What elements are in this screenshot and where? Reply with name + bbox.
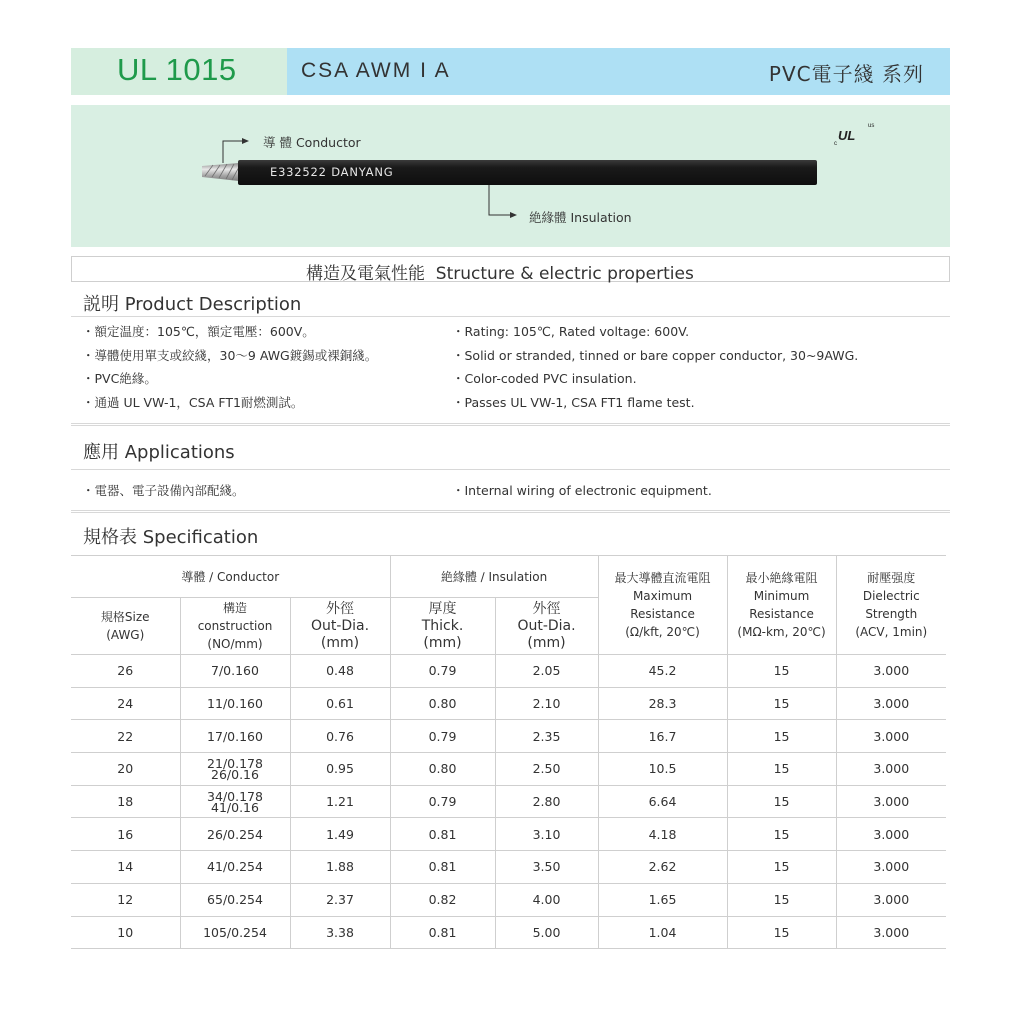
list-item: ・Rating: 105℃, Rated voltage: 600V. (452, 324, 690, 339)
insulation-od-header: 外徑 Out-Dia. (mm) (495, 598, 598, 655)
model-panel (71, 48, 287, 95)
list-item: ・Color-coded PVC insulation. (452, 371, 637, 386)
insulation-callout-line (489, 185, 511, 215)
insulation-od-cell: 5.00 (495, 916, 598, 949)
resistance-cell: 2.62 (598, 851, 727, 884)
insulation-od-cell: 3.10 (495, 818, 598, 851)
table-row (71, 883, 946, 916)
resistance-cell: 28.3 (598, 687, 727, 720)
svg-text:UL: UL (838, 128, 856, 143)
dielectric-cell: 3.000 (836, 785, 946, 818)
insulation-resistance-cell: 15 (727, 818, 836, 851)
size-cell: 22 (71, 720, 180, 753)
construction-header: 構造 construction (NO/mm) (180, 598, 290, 655)
table-row (71, 818, 946, 851)
table-row (71, 687, 946, 720)
thickness-cell: 0.81 (390, 916, 495, 949)
list-item: ・導體使用單支或絞綫，30～9 AWG鍍錫或裸銅綫。 (82, 347, 378, 363)
resistance-cell: 16.7 (598, 720, 727, 753)
insulation-od-cell: 2.80 (495, 785, 598, 818)
construction-cell: 105/0.254 (180, 916, 290, 949)
insulation-resistance-header: 最小絶緣電阻 Minimum Resistance (MΩ-km, 20℃) (727, 556, 836, 655)
list-item: ・通過 UL VW-1，CSA FT1耐燃測試。 (82, 394, 304, 410)
thickness-cell: 0.81 (390, 818, 495, 851)
list-item: ・Passes UL VW-1, CSA FT1 flame test. (452, 394, 695, 410)
page-header (71, 48, 950, 95)
thickness-cell: 0.79 (390, 785, 495, 818)
svg-text:us: us (868, 123, 875, 129)
specification-title: 規格表 Specification (83, 527, 259, 548)
conductor-od-cell: 0.48 (290, 655, 390, 688)
construction-cell: 34/0.178 41/0.16 (180, 785, 290, 818)
construction-cell: 41/0.254 (180, 851, 290, 884)
standard-label: CSA AWM I A (301, 59, 451, 82)
description-rule (71, 316, 950, 317)
svg-text:c: c (834, 141, 837, 147)
applications-en: ・Internal wiring of electronic equipment. (452, 483, 712, 498)
construction-cell: 11/0.160 (180, 687, 290, 720)
series-label: PVC電子綫 系列 (768, 62, 924, 86)
thickness-cell: 0.81 (390, 851, 495, 884)
dielectric-header: 耐壓强度 Dielectric Strength (ACV, 1min) (836, 556, 946, 655)
construction-cell: 7/0.160 (180, 655, 290, 688)
conductor-od-cell: 1.88 (290, 851, 390, 884)
table-row (71, 851, 946, 884)
size-cell: 16 (71, 818, 180, 851)
insulation-resistance-cell: 15 (727, 655, 836, 688)
size-cell: 14 (71, 851, 180, 884)
size-cell: 18 (71, 785, 180, 818)
resistance-cell: 1.65 (598, 883, 727, 916)
thickness-cell: 0.80 (390, 687, 495, 720)
conductor-od-cell: 3.38 (290, 916, 390, 949)
list-item: ・PVC絶緣。 (82, 371, 157, 386)
conductor-callout-line (223, 141, 243, 163)
dielectric-cell: 3.000 (836, 883, 946, 916)
resistance-cell: 10.5 (598, 753, 727, 786)
size-cell: 26 (71, 655, 180, 688)
description-title: 説明 Product Description (83, 294, 302, 315)
size-cell: 20 (71, 753, 180, 786)
size-cell: 10 (71, 916, 180, 949)
resistance-header: 最大導體直流電阻 Maximum Resistance (Ω/kft, 20℃) (598, 556, 727, 655)
resistance-cell: 45.2 (598, 655, 727, 688)
conductor-callout-arrow (242, 138, 249, 144)
conductor-label: 導 體 Conductor (263, 135, 361, 150)
insulation-od-cell: 2.10 (495, 687, 598, 720)
size-cell: 12 (71, 883, 180, 916)
conductor-od-cell: 2.37 (290, 883, 390, 916)
conductor-od-cell: 0.61 (290, 687, 390, 720)
table-row (71, 785, 946, 818)
insulation-resistance-cell: 15 (727, 883, 836, 916)
conductor-group-header: 導體 ∕ Conductor (71, 556, 390, 598)
model-title: UL 1015 (117, 52, 237, 87)
specification-body (71, 655, 946, 949)
construction-cell: 65/0.254 (180, 883, 290, 916)
size-cell: 24 (71, 687, 180, 720)
insulation-od-cell: 4.00 (495, 883, 598, 916)
insulation-resistance-cell: 15 (727, 851, 836, 884)
resistance-cell: 6.64 (598, 785, 727, 818)
table-row (71, 753, 946, 786)
dielectric-cell: 3.000 (836, 916, 946, 949)
thickness-cell: 0.79 (390, 655, 495, 688)
resistance-cell: 1.04 (598, 916, 727, 949)
insulation-resistance-cell: 15 (727, 785, 836, 818)
table-row (71, 720, 946, 753)
applications-title: 應用 Applications (83, 442, 235, 463)
insulation-od-cell: 2.50 (495, 753, 598, 786)
insulation-od-cell: 3.50 (495, 851, 598, 884)
size-header: 規格Size (AWG) (71, 598, 180, 655)
conductor-od-cell: 1.21 (290, 785, 390, 818)
structure-title: 構造及電氣性能 Structure & electric properties (306, 264, 694, 284)
construction-cell: 21/0.178 26/0.16 (180, 753, 290, 786)
cable-print-text: E332522 DANYANG (270, 165, 394, 179)
construction-cell: 17/0.160 (180, 720, 290, 753)
insulation-od-cell: 2.35 (495, 720, 598, 753)
structure-title-box (71, 256, 950, 282)
insulation-label: 絶緣體 Insulation (529, 210, 632, 225)
insulation-resistance-cell: 15 (727, 753, 836, 786)
dielectric-cell: 3.000 (836, 753, 946, 786)
description-list-en (452, 320, 858, 414)
insulation-resistance-cell: 15 (727, 720, 836, 753)
applications-rule (71, 469, 950, 470)
section-divider (71, 510, 950, 513)
cable-drawing (71, 105, 950, 247)
insulation-group-header: 絶緣體 ∕ Insulation (390, 556, 598, 598)
insulation-resistance-cell: 15 (727, 916, 836, 949)
standard-panel (287, 48, 950, 95)
construction-cell: 26/0.254 (180, 818, 290, 851)
cable-illustration (71, 105, 950, 247)
list-item: ・額定温度：105℃，額定電壓：600V。 (82, 324, 315, 339)
conductor-od-cell: 1.49 (290, 818, 390, 851)
dielectric-cell: 3.000 (836, 851, 946, 884)
dielectric-cell: 3.000 (836, 655, 946, 688)
insulation-od-cell: 2.05 (495, 655, 598, 688)
section-divider (71, 423, 950, 426)
table-row (71, 655, 946, 688)
dielectric-cell: 3.000 (836, 687, 946, 720)
dielectric-cell: 3.000 (836, 720, 946, 753)
resistance-cell: 4.18 (598, 818, 727, 851)
thickness-cell: 0.80 (390, 753, 495, 786)
thickness-cell: 0.82 (390, 883, 495, 916)
dielectric-cell: 3.000 (836, 818, 946, 851)
insulation-callout-arrow (510, 212, 517, 218)
thickness-header: 厚度 Thick. (mm) (390, 598, 495, 655)
applications-zh: ・電器、電子設備內部配綫。 (82, 483, 245, 498)
conductor-od-header: 外徑 Out-Dia. (mm) (290, 598, 390, 655)
list-item: ・Solid or stranded, tinned or bare copper conductor, 30~9AWG. (452, 347, 859, 363)
description-list-zh (82, 320, 377, 414)
ul-certification-icon (833, 121, 883, 147)
table-row (71, 916, 946, 949)
conductor-od-cell: 0.76 (290, 720, 390, 753)
specification-table (71, 555, 946, 949)
insulation-resistance-cell: 15 (727, 687, 836, 720)
thickness-cell: 0.79 (390, 720, 495, 753)
conductor-od-cell: 0.95 (290, 753, 390, 786)
